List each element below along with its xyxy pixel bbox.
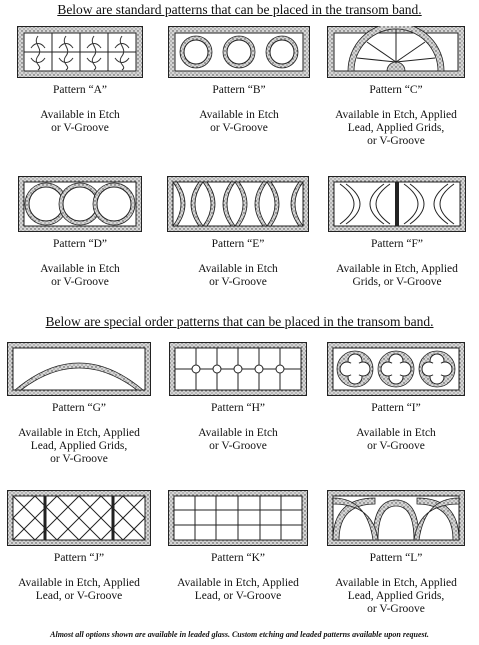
pattern-j-illustration <box>7 490 151 546</box>
pattern-a-illustration <box>17 26 143 78</box>
pattern-i-name: Pattern “I” <box>371 402 421 414</box>
pattern-j-availability: Available in Etch, Applied Lead, or V-Groove <box>18 577 140 602</box>
pattern-b-illustration <box>168 26 310 78</box>
pattern-i-illustration <box>327 342 465 396</box>
pattern-c-availability: Available in Etch, Applied Lead, Applied Grids, or V-Groove <box>335 109 457 147</box>
pattern-b-name: Pattern “B” <box>212 84 266 96</box>
pattern-h-card <box>163 342 313 453</box>
pattern-b-card <box>164 26 314 135</box>
pattern-c-illustration <box>327 26 465 78</box>
pattern-l-illustration <box>327 490 465 546</box>
pattern-f-card <box>322 176 472 289</box>
pattern-e-illustration <box>167 176 309 232</box>
pattern-h-name: Pattern “H” <box>211 402 265 414</box>
pattern-f-availability: Available in Etch, Applied Grids, or V-Groove <box>336 263 458 288</box>
pattern-f-illustration <box>328 176 466 232</box>
pattern-j-card <box>4 490 154 603</box>
pattern-k-card <box>163 490 313 603</box>
pattern-c-name: Pattern “C” <box>369 84 423 96</box>
pattern-l-card <box>321 490 471 616</box>
pattern-k-illustration <box>168 490 308 546</box>
pattern-d-card <box>5 176 155 289</box>
pattern-i-card <box>321 342 471 453</box>
pattern-b-availability: Available in Etch or V-Groove <box>199 109 279 134</box>
pattern-a-card <box>5 26 155 135</box>
pattern-i-availability: Available in Etch or V-Groove <box>356 427 436 452</box>
pattern-g-name: Pattern “G” <box>52 402 106 414</box>
pattern-d-availability: Available in Etch or V-Groove <box>40 263 120 288</box>
footnote: Almost all options shown are available in leaded glass. Custom etching and leaded patterns available upon request. <box>50 630 429 639</box>
pattern-c-card <box>321 26 471 148</box>
pattern-e-card <box>163 176 313 289</box>
pattern-k-name: Pattern “K” <box>211 552 265 564</box>
pattern-f-name: Pattern “F” <box>370 238 424 250</box>
pattern-h-illustration <box>169 342 307 396</box>
standard-patterns-heading: Below are standard patterns that can be placed in the transom band. <box>57 2 422 17</box>
pattern-g-card <box>4 342 154 466</box>
pattern-a-name: Pattern “A” <box>53 84 107 96</box>
pattern-k-availability: Available in Etch, Applied Lead, or V-Groove <box>177 577 299 602</box>
pattern-g-illustration <box>7 342 151 396</box>
pattern-h-availability: Available in Etch or V-Groove <box>198 427 278 452</box>
special-patterns-heading: Below are special order patterns that can be placed in the transom band. <box>45 314 434 329</box>
pattern-d-illustration <box>18 176 142 232</box>
pattern-l-availability: Available in Etch, Applied Lead, Applied Grids, or V-Groove <box>335 577 457 615</box>
pattern-e-name: Pattern “E” <box>211 238 265 250</box>
pattern-d-name: Pattern “D” <box>53 238 107 250</box>
pattern-l-name: Pattern “L” <box>369 552 423 564</box>
pattern-a-availability: Available in Etch or V-Groove <box>40 109 120 134</box>
pattern-g-availability: Available in Etch, Applied Lead, Applied Grids, or V-Groove <box>18 427 140 465</box>
pattern-j-name: Pattern “J” <box>53 552 105 564</box>
pattern-e-availability: Available in Etch or V-Groove <box>198 263 278 288</box>
